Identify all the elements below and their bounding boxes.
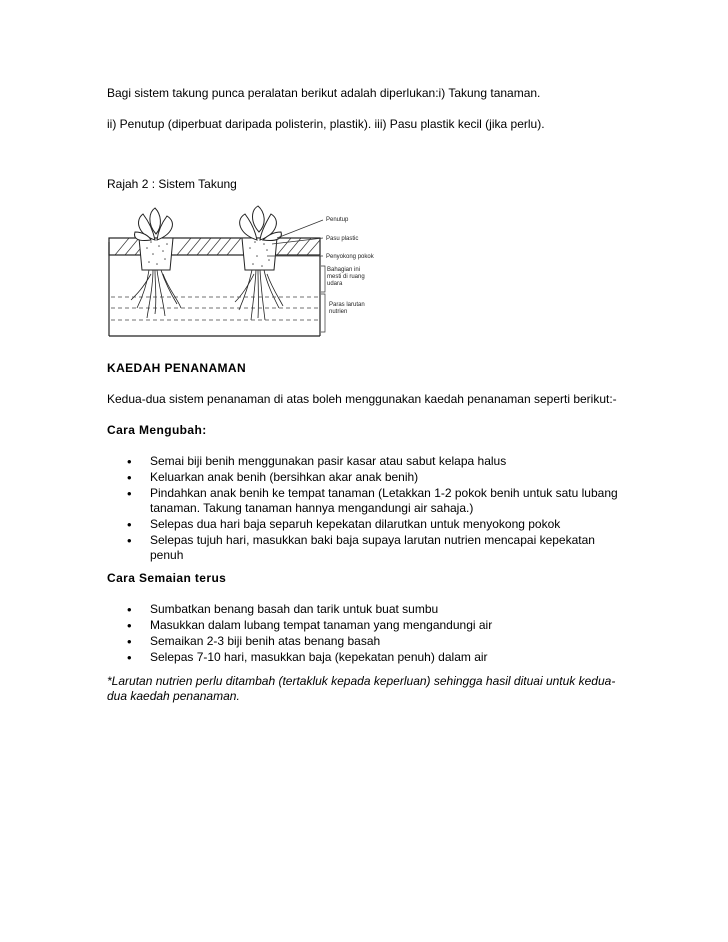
footnote: *Larutan nutrien perlu ditambah (tertakluk kepada keperluan) sehingga hasil dituai untuk kedua-dua kaedah penanaman. bbox=[107, 674, 616, 703]
bullet-icon: • bbox=[127, 470, 132, 485]
section-intro: Kedua-dua sistem penanaman di atas boleh menggunakan kaedah penanaman seperti berikut:- bbox=[107, 392, 617, 406]
list-item: • Selepas dua hari baja separuh kepekatan dilarutkan untuk menyokong pokok bbox=[127, 517, 561, 532]
label-bahagian-1: Bahagian ini bbox=[327, 267, 361, 273]
list-item: • Selepas tujuh hari, masukkan baki baja supaya larutan nutrien mencapai kepekatan penuh bbox=[127, 533, 595, 562]
label-bahagian-2: mesti di ruang bbox=[327, 274, 365, 280]
plant-left bbox=[135, 208, 173, 241]
cara-semaian-heading: Cara Semaian terus bbox=[107, 571, 227, 585]
bullet-icon: • bbox=[127, 486, 132, 501]
plant-right bbox=[240, 206, 282, 241]
list-item: • Sumbatkan benang basah dan tarik untuk buat sumbu bbox=[127, 602, 439, 617]
list-item: • Semaikan 2-3 biji benih atas benang basah bbox=[127, 634, 381, 649]
bullet-icon: • bbox=[127, 618, 132, 633]
label-paras-2: nutrien bbox=[329, 309, 348, 315]
pot-right bbox=[242, 238, 277, 270]
list-item: • Semai biji benih menggunakan pasir kasar atau sabut kelapa halus bbox=[127, 454, 507, 469]
bullet-icon: • bbox=[127, 517, 132, 532]
pot-left bbox=[139, 238, 173, 270]
label-penyokong-pokok: Penyokong pokok bbox=[326, 254, 374, 260]
sistem-takung-diagram bbox=[107, 204, 395, 344]
bullet-icon: • bbox=[127, 650, 132, 665]
figure-caption: Rajah 2 : Sistem Takung bbox=[107, 177, 237, 191]
list-item: • Selepas 7-10 hari, masukkan baja (kepekatan penuh) dalam air bbox=[127, 650, 488, 665]
label-paras-1: Paras larutan bbox=[329, 302, 365, 308]
label-bahagian-3: udara bbox=[327, 281, 343, 287]
bullet-icon: • bbox=[127, 602, 132, 617]
cara-mengubah-list bbox=[107, 454, 627, 564]
cara-mengubah-heading: Cara Mengubah: bbox=[107, 423, 207, 437]
list-item: • Masukkan dalam lubang tempat tanaman yang mengandungi air bbox=[127, 618, 493, 633]
roots bbox=[131, 270, 283, 320]
label-penutup: Penutup bbox=[326, 217, 349, 223]
label-pasu-plastic: Pasu plastic bbox=[326, 236, 359, 242]
intro-line-2: ii) Penutup (diperbuat daripada polisterin, plastik). iii) Pasu plastik kecil (jika perlu). bbox=[107, 117, 545, 131]
bullet-icon: • bbox=[127, 634, 132, 649]
intro-line-1: Bagi sistem takung punca peralatan berikut adalah diperlukan:i) Takung tanaman. bbox=[107, 86, 541, 100]
list-item: • Keluarkan anak benih (bersihkan akar anak benih) bbox=[127, 470, 419, 485]
bullet-icon: • bbox=[127, 454, 132, 469]
cara-semaian-list bbox=[107, 602, 627, 666]
list-item: • Pindahkan anak benih ke tempat tanaman (Letakkan 1-2 pokok benih untuk satu lubang tanaman. Takung tanaman hannya mengandungi air sahaja.) bbox=[127, 486, 618, 515]
bullet-icon: • bbox=[127, 533, 132, 548]
nutrient-level-lines bbox=[111, 297, 319, 320]
section-heading: KAEDAH PENANAMAN bbox=[107, 361, 247, 375]
